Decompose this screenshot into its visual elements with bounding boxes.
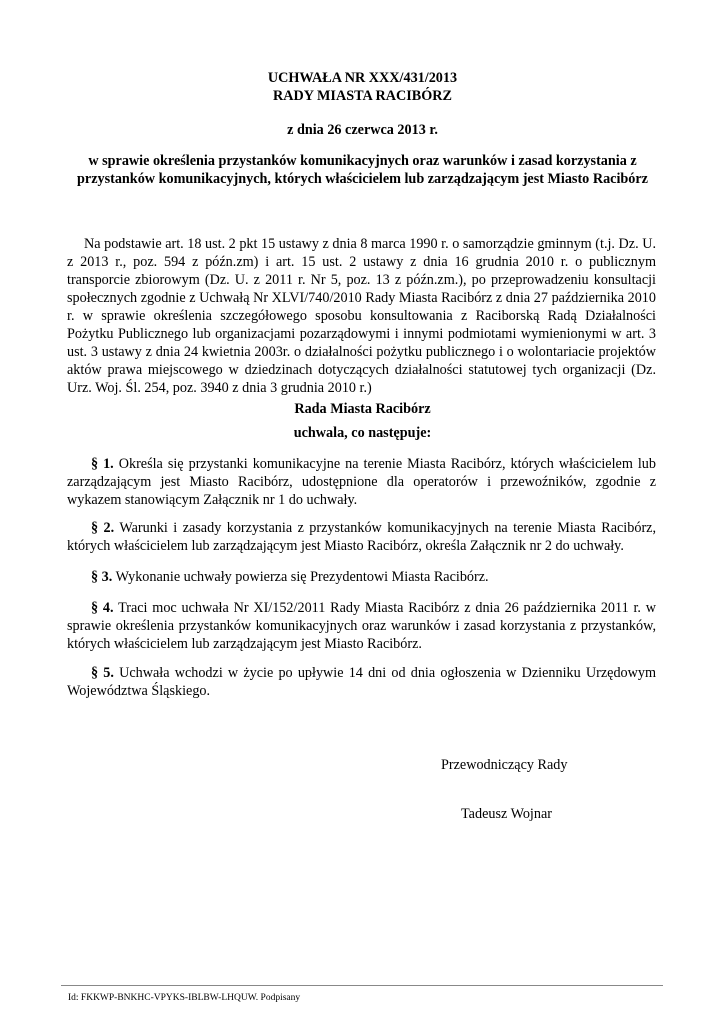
decides-heading: uchwala, co następuje: [293, 425, 432, 441]
section-2-text: Warunki i zasady korzystania z przystanków komunikacyjnych na terenie Miasta Racibórz, których właścicielem lub zarządzającym jest Miasto Racibórz, określa Załącznik nr 2 do uchwały. [67, 520, 657, 554]
section-2-mark: § 2. [91, 520, 115, 536]
preamble: Na podstawie art. 18 ust. 2 pkt 15 ustawy z dnia 8 marca 1990 r. o samorządzie gminnym (t.j. Dz. U. z 2013 r., poz. 594 z późn.zm) i art. 15 ust. 2 ustawy z dnia 16 grudnia 2010 r. o publicznym transporcie zbiorowym (Dz. U. z 2011 r. Nr 5, poz. 13 z późn.zm.), po przeprowadzeniu konsultacji społecznych zgodnie z Uchwałą Nr XLVI/740/2010 Rady Miasta Racibórz z dnia 27 października 2010 r. w sprawie określenia szczegółowego sposobu konsultowania z Raciborską Radą Działalności Pożytku Publicznego lub organizacjami pozarządowymi i innymi podmiotami wymienionymi w art. 3 ust. 3 ustawy z dnia 24 kwietnia 2003r. o działalności pożytku publicznego i o wolontariacie projektów aktów prawa miejscowego w dziedzinach dotyczących działalności statutowej tych organizacji (Dz. Urz. Woj. Śl. 254, poz. 3940 z dnia 3 grudnia 2010 r.) [67, 236, 656, 396]
section-3-mark: § 3. [91, 569, 113, 585]
footer-document-id: Id: FKKWP-BNKHC-VPYKS-IBLBW-LHQUW. Podpisany [68, 993, 301, 1003]
section-5-mark: § 5. [91, 665, 114, 681]
section-3 [67, 568, 656, 586]
signature-name: Tadeusz Wojnar [461, 806, 552, 822]
resolution-subject: w sprawie określenia przystanków komunikacyjnych oraz warunków i zasad korzystania z przystanków komunikacyjnych, których właścicielem lub zarządzającym jest Miasto Racibórz [77, 153, 648, 187]
council-heading: Rada Miasta Racibórz [294, 401, 431, 417]
section-4 [67, 599, 656, 653]
signature-role: Przewodniczący Rady [441, 757, 568, 773]
section-1-mark: § 1. [91, 456, 114, 472]
resolution-date: z dnia 26 czerwca 2013 r. [287, 122, 438, 138]
resolution-number: UCHWAŁA NR XXX/431/2013 [267, 70, 458, 86]
section-4-mark: § 4. [91, 600, 114, 616]
section-4-text: Traci moc uchwała Nr XI/152/2011 Rady Miasta Racibórz z dnia 26 października 2011 r. w sprawie określenia przystanków komunikacyjnych oraz warunków i zasad korzystania z przystanków, których właścicielem lub zarządzającym jest Miasto Racibórz. [67, 600, 656, 652]
section-5 [67, 664, 656, 700]
resolution-title [64, 70, 661, 105]
section-2 [67, 519, 656, 555]
council-name: RADY MIASTA RACIBÓRZ [273, 87, 452, 104]
section-1-text: Określa się przystanki komunikacyjne na terenie Miasta Racibórz, których właścicielem lub zarządzającym jest Miasto Racibórz, udostępnione dla operatorów i przewoźników, zgodnie z wykazem stanowiącym Załącznik nr 1 do uchwały. [67, 456, 656, 508]
footer-divider [61, 985, 663, 986]
section-3-text: Wykonanie uchwały powierza się Prezydentowi Miasta Racibórz. [112, 569, 489, 585]
section-1 [67, 455, 656, 509]
section-5-text: Uchwała wchodzi w życie po upływie 14 dni od dnia ogłoszenia w Dzienniku Urzędowym Województwa Śląskiego. [67, 665, 657, 699]
